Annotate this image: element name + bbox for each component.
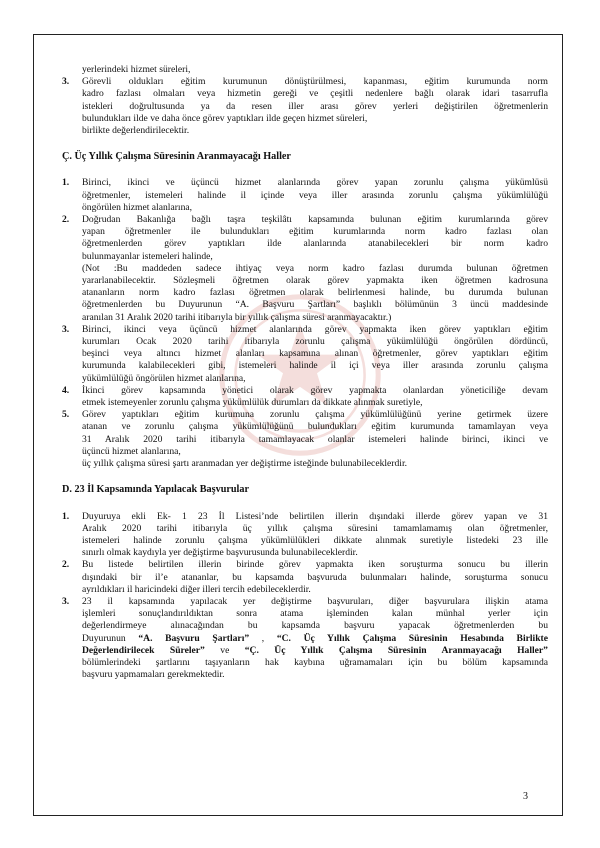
section-c-item-3	[62, 324, 548, 385]
section-heading-c: Ç. Üç Yıllık Çalışma Süresinin Aranmayacağı Haller	[62, 151, 291, 163]
text-span: ,	[249, 632, 277, 644]
text-line: birlikte değerlendirilecektir.	[82, 125, 190, 137]
text-line: bulunmayanlar istemeleri halinde,	[82, 250, 213, 262]
text-line: Bu listede belirtilen illerin birinde görev yapmakta iken soruşturma sonucu bu illerin	[82, 559, 548, 571]
text-line: sınırlı olmak kaydıyla yer değiştirme başvurusunda bulunabileceklerdir.	[82, 547, 358, 559]
note-line: yararlanabilecektir. Sözleşmeli öğretmen olarak görev yapmakta iken öğretmen kadrosuna	[82, 275, 548, 287]
section-c-item-1	[62, 177, 548, 214]
text-line	[82, 633, 548, 645]
text-line	[82, 645, 548, 657]
note-line: aranılan 31 Aralık 2020 tarihi itibarıyla bir yıllık çalışma süresi aranmayacaktır.)	[82, 311, 392, 323]
closing-line: üç yıllık çalışma süresi şartı aranmadan yer değiştirme isteğinde bulunabileceklerdir.	[82, 458, 408, 470]
text-line: yapan öğretmenler ile bulundukları eğitim kurumlarında norm kadro fazlası olan	[82, 226, 548, 238]
item-number: 4.	[62, 384, 70, 396]
text-line: kurumları Ocak 2020 tarihi itibarıyla zorunlu çalışma yükümlülüğü öngörülen dördüncü,	[82, 336, 548, 348]
intro-item-3	[62, 76, 548, 137]
text-line: Görevli oldukları eğitim kurumunun dönüştürülmesi, kapanması, eğitim kurumunda norm	[82, 76, 548, 88]
text-line: Aralık 2020 tarihi itibarıyla üç yıllık çalışma süresini tamamlamamış olan öğretmenler,	[82, 522, 548, 534]
text-line: bulundukları ilde ve daha önce görev yaptıkları ilde geçen hizmet süreleri,	[82, 112, 368, 124]
text-line: 23 il kapsamında yapılacak yer değiştirme başvuruları, diğer başvurulara ilişkin atama	[82, 595, 548, 607]
text-line: Duyuruya ekli Ek- 1 23 İl Listesi’nde belirtilen illerin dışındaki illerde görev yapan ve 31	[82, 510, 548, 522]
text-line: Görev yaptıkları eğitim kurumuna zorunlu çalışma yükümlülüğünü yerine getirmek üzere	[82, 409, 548, 421]
text-line: başvuru yapmamaları gerekmektedir.	[82, 669, 225, 681]
item-number: 3.	[62, 595, 70, 607]
section-heading-d: D. 23 İl Kapsamında Yapılacak Başvurular	[62, 484, 249, 496]
section-d-item-3	[62, 596, 548, 681]
text-span: ve	[204, 644, 245, 656]
note-line: öğretmenlerden bu Duyurunun “A. Başvuru Şartları” başlıklı bölümünün 3 üncü maddesinde	[82, 299, 548, 311]
bold-reference: “C. Üç Yıllık Çalışma Süresinin Hesabında Birlikte	[276, 632, 548, 644]
text-line: öğretmenlerden görev yaptıkları ilde alanlarında atanabilecekleri bir norm kadro	[82, 238, 548, 250]
item-number: 2.	[62, 214, 70, 226]
intro-line: yerlerindeki hizmet süreleri,	[82, 64, 191, 75]
text-line: kadro fazlası olmaları veya hizmetin gereği ve çeşitli nedenlere bağlı olarak idari tasarrufla	[82, 88, 548, 100]
text-line: öğretmenler, istemeleri halinde il içinde veya iller arasında zorunlu çalışma yükümlülüğü	[82, 189, 548, 201]
text-line: öngörülen hizmet alanlarına,	[82, 201, 193, 213]
bold-reference: “A. Başvuru Şartları”	[138, 632, 250, 644]
item-number: 3.	[62, 76, 70, 88]
text-line: istemeleri halinde zorunlu çalışma yükümlülükleri dikkate alınmak suretiyle listedeki 23 ille	[82, 534, 548, 546]
item-number: 2.	[62, 559, 70, 571]
section-c-item-2	[62, 214, 548, 324]
section-c-item-5	[62, 409, 548, 470]
text-line: etmek istemeyenler zorunlu çalışma yükümlülük durumları da dikkate alınmak suretiyle,	[82, 397, 423, 409]
text-line: Doğrudan Bakanlığa bağlı taşra teşkilâtı kapsamında bulunan eğitim kurumlarında görev	[82, 214, 548, 226]
page-number: 3	[523, 791, 528, 802]
document-body	[62, 64, 548, 681]
bold-reference: “Ç. Üç Yıllık Çalışma Süresinin Aranmayacağı Haller”	[244, 644, 548, 656]
section-c-item-4	[62, 385, 548, 409]
bold-reference: Değerlendirilecek Süreler”	[82, 644, 205, 656]
text-line: değerlendirmeye alınacağından bu kapsamda başvuru yapacak öğretmenlerden bu	[82, 620, 548, 632]
section-d-item-2	[62, 559, 548, 596]
note-line: atananların norm kadro fazlası öğretmen olarak belirlenmesi halinde, bu durumda bulunan	[82, 287, 548, 299]
text-line: atanan ve zorunlu çalışma yükümlülüğünü bulundukları eğitim kurumunda tamamlayan veya	[82, 421, 548, 433]
text-line: işlemleri sonuçlandırıldıktan sonra atama işleminden kalan münhal yerler için	[82, 608, 548, 620]
text-span: Duyurunun	[82, 632, 139, 644]
text-line: İkinci görev kapsamında yönetici olarak görev yapmakta olanlardan yöneticiliğe devam	[82, 384, 548, 396]
note-line: (Not :Bu maddeden sadece ihtiyaç veya norm kadro fazlası durumda bulunan öğretmen	[82, 262, 548, 274]
text-line: kurumunda kalabilecekleri gibi, istemeleri halinde il içi veya iller arasında zorunlu çalışma	[82, 360, 548, 372]
item-number: 5.	[62, 409, 70, 421]
text-line: Birinci, ikinci veya üçüncü hizmet alanlarında görev yapmakta iken görev yaptıkları eğitim	[82, 323, 548, 335]
text-line: bölümlerindeki şartlarını taşıyanların hak kaybına uğramamaları için bu bölüm kapsamında	[82, 656, 548, 668]
item-number: 3.	[62, 323, 70, 335]
text-line: istekleri doğrultusunda ya da resen iller arası görev yerleri değiştirilen öğretmenlerin	[82, 100, 548, 112]
text-line: ayrıldıkları il haricindeki diğer illeri tercih edebileceklerdir.	[82, 583, 311, 595]
text-line: yükümlülüğü öngörülen hizmet alanlarına,	[82, 372, 246, 384]
text-line: dışındaki bir il’e atananlar, bu kapsamda başvuruda bulunmaları halinde, soruşturma sonucu	[82, 571, 548, 583]
text-line: 31 Aralık 2020 tarihi itibarıyla tamamlayacak olanlar istemeleri halinde birinci, ikinci ve	[82, 433, 548, 445]
item-number: 1.	[62, 510, 70, 522]
text-line: üçüncü hizmet alanlarına,	[82, 445, 181, 457]
item-number: 1.	[62, 177, 70, 189]
text-line: beşinci veya altıncı hizmet alanları kapsamına alınan öğretmenler, görev yaptıkları eğitim	[82, 348, 548, 360]
section-d-item-1	[62, 511, 548, 560]
text-line: Birinci, ikinci ve üçüncü hizmet alanlarında görev yapan zorunlu çalışma yükümlüsü	[82, 177, 548, 189]
